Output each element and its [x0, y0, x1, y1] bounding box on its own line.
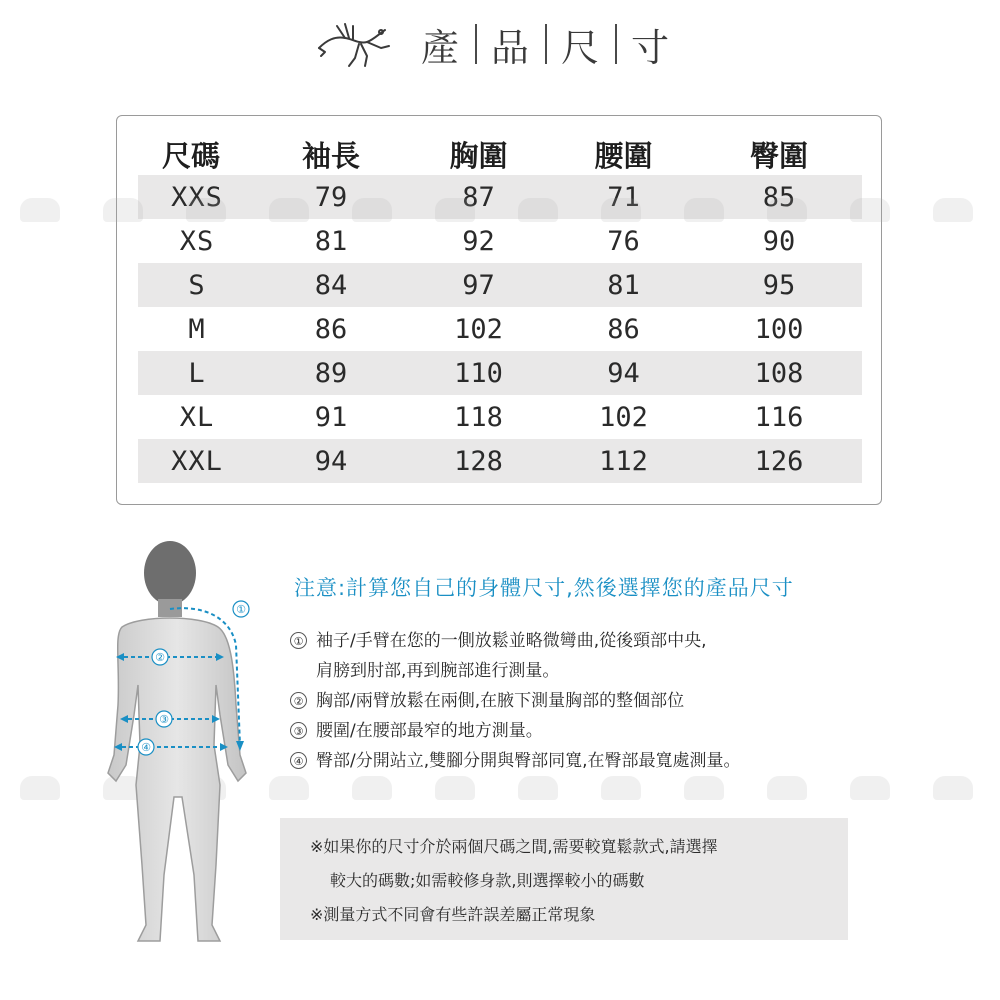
size-cell: S	[138, 263, 256, 307]
measurement-steps	[290, 626, 870, 776]
size-cell: XXL	[138, 439, 256, 483]
table-row	[138, 263, 862, 307]
step-number: ③	[290, 722, 307, 739]
size-cell: XL	[179, 401, 215, 433]
chest-cell: 92	[462, 225, 495, 257]
hip-cell: 85	[696, 175, 862, 219]
table-row	[138, 219, 862, 263]
step-text-continued: 肩膀到肘部,再到腕部進行測量。	[316, 661, 560, 681]
waist-cell: 71	[551, 175, 696, 219]
sleeve-cell: 86	[314, 313, 348, 345]
remark-line: ※如果你的尺寸介於兩個尺碼之間,需要較寬鬆款式,請選擇	[310, 837, 718, 856]
table-row	[138, 395, 862, 439]
list-item	[290, 626, 870, 686]
chest-cell: 102	[454, 313, 503, 345]
chest-cell: 97	[406, 263, 551, 307]
header-hip: 臀圍	[749, 139, 808, 173]
header-sleeve: 袖長	[301, 139, 360, 173]
title-char: 尺	[561, 25, 602, 70]
sleeve-cell: 89	[256, 351, 406, 395]
remark-line: 較大的碼數;如需較修身款,則選擇較小的碼數	[330, 871, 645, 890]
hip-cell: 126	[696, 439, 862, 483]
watermark-mark	[933, 776, 973, 800]
title-char: 產	[420, 25, 461, 70]
sleeve-cell: 84	[256, 263, 406, 307]
size-cell: M	[188, 313, 206, 345]
watermark-mark	[684, 776, 724, 800]
header-waist: 腰圍	[594, 139, 653, 173]
waist-cell: 102	[599, 401, 648, 433]
hip-cell: 116	[754, 401, 804, 433]
chest-cell: 110	[406, 351, 551, 395]
step-number: ④	[290, 752, 307, 769]
sleeve-cell: 91	[314, 401, 348, 433]
step-text: 袖子/手臂在您的一側放鬆並略微彎曲,從後頸部中央,	[316, 631, 707, 651]
watermark-mark	[20, 198, 60, 222]
table-row	[138, 439, 862, 483]
watermark-mark	[933, 198, 973, 222]
watermark-mark	[518, 776, 558, 800]
table-header-row	[138, 134, 862, 175]
sleeve-cell: 81	[314, 225, 348, 257]
notes-title: 注意:計算您自己的身體尺寸,然後選擇您的產品尺寸	[294, 576, 794, 600]
chest-cell: 128	[406, 439, 551, 483]
chest-cell: 118	[454, 401, 503, 433]
waist-cell: 76	[607, 225, 640, 257]
hip-cell: 95	[696, 263, 862, 307]
list-item	[290, 716, 870, 746]
marker-4: ④	[141, 741, 151, 754]
chest-cell: 87	[406, 175, 551, 219]
page-title	[407, 17, 685, 72]
page-header	[0, 14, 1000, 74]
hip-cell: 100	[754, 313, 804, 345]
watermark-mark	[20, 776, 60, 800]
step-number: ②	[290, 692, 307, 709]
hip-cell: 90	[762, 225, 796, 257]
hip-cell: 108	[696, 351, 862, 395]
watermark-mark	[850, 776, 890, 800]
marker-2: ②	[155, 651, 165, 664]
watermark-mark	[352, 776, 392, 800]
watermark-mark	[767, 776, 807, 800]
title-char: 品	[490, 25, 531, 70]
watermark-mark	[435, 776, 475, 800]
header-chest: 胸圍	[449, 139, 508, 173]
list-item	[290, 686, 870, 716]
list-item	[290, 746, 870, 776]
table-row	[138, 351, 862, 395]
archaeopteryx-logo-icon	[315, 18, 393, 70]
table-row	[138, 307, 862, 351]
size-cell: L	[138, 351, 256, 395]
marker-1: ①	[236, 603, 246, 616]
sleeve-cell: 94	[256, 439, 406, 483]
size-cell: XXS	[138, 175, 256, 219]
waist-cell: 94	[551, 351, 696, 395]
table-row	[138, 175, 862, 219]
waist-cell: 112	[551, 439, 696, 483]
remark-line: ※測量方式不同會有些許誤差屬正常現象	[310, 905, 596, 924]
body-measurement-figure-icon	[70, 535, 280, 955]
marker-3: ③	[159, 713, 169, 726]
size-table	[138, 134, 862, 483]
step-number: ①	[290, 632, 307, 649]
step-text: 胸部/兩臂放鬆在兩側,在腋下測量胸部的整個部位	[316, 691, 685, 711]
watermark-mark	[601, 776, 641, 800]
remarks-box	[280, 818, 848, 940]
waist-cell: 81	[551, 263, 696, 307]
step-text: 臀部/分開站立,雙腳分開與臀部同寬,在臀部最寬處測量。	[316, 751, 741, 771]
step-text: 腰圍/在腰部最窄的地方測量。	[316, 721, 543, 741]
size-cell: XS	[179, 225, 215, 257]
header-size: 尺碼	[162, 139, 221, 173]
title-char: 寸	[631, 25, 672, 70]
sleeve-cell: 79	[256, 175, 406, 219]
waist-cell: 86	[607, 313, 640, 345]
